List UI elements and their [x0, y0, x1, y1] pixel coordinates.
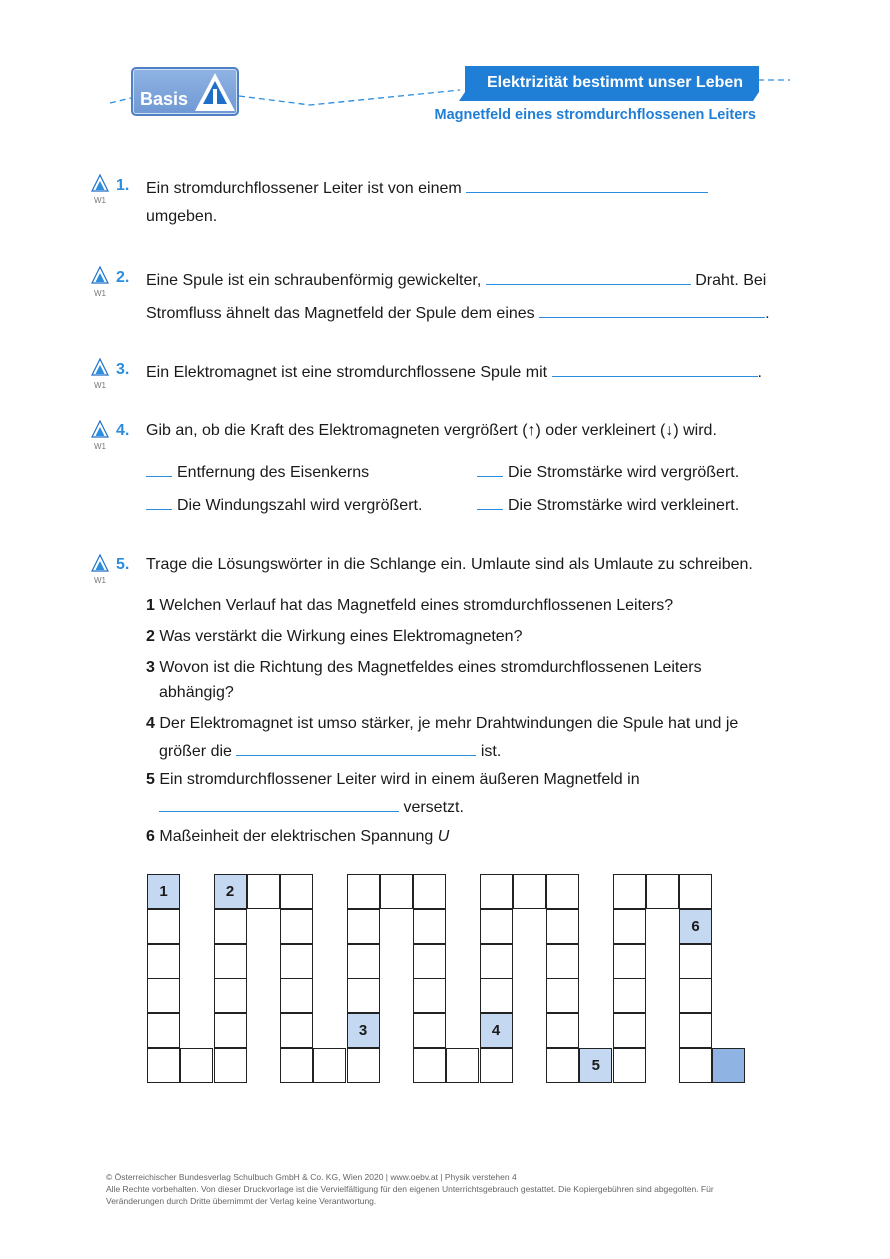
question-2-line-2 [146, 301, 770, 324]
question-5-text: Trage die Lösungswörter in die Schlange ein. Umlaute sind als Umlaute zu schreiben. [146, 556, 753, 573]
clue-number: 6 [146, 828, 155, 845]
clue-number: 1 [146, 597, 155, 614]
level-label: W1 [94, 289, 106, 298]
level-triangle-icon [91, 358, 109, 376]
option-row [146, 462, 369, 483]
grid-cell[interactable] [480, 944, 513, 979]
option-text: Die Stromstärke wird verkleinert. [508, 497, 740, 514]
grid-cell-numbered[interactable]: 5 [579, 1048, 612, 1083]
grid-cell[interactable] [347, 978, 380, 1013]
question-text: Draht. Bei [695, 272, 767, 289]
basis-badge [131, 67, 239, 116]
question-1-line-2: umgeben. [146, 208, 218, 225]
clue-number: 3 [146, 659, 155, 676]
clue-text: Der Elektromagnet ist umso stärker, je mehr Drahtwindungen die Spule hat und je [159, 715, 739, 732]
grid-cell[interactable] [613, 1048, 646, 1083]
clue-text: Was verstärkt die Wirkung eines Elektromagneten? [159, 628, 523, 645]
clue-3 [146, 658, 702, 678]
grid-cell[interactable] [546, 1013, 579, 1048]
grid-cell[interactable] [280, 909, 313, 944]
answer-blank[interactable] [146, 462, 172, 477]
option-text: Die Stromstärke wird vergrößert. [508, 464, 740, 481]
question-3-line-1 [146, 360, 762, 383]
grid-cell[interactable] [546, 944, 579, 979]
option-text: Die Windungszahl wird vergrößert. [177, 497, 423, 514]
clue-5 [146, 770, 640, 790]
level-triangle-icon [91, 554, 109, 572]
grid-cell[interactable] [679, 978, 712, 1013]
grid-cell[interactable] [413, 944, 446, 979]
grid-cell[interactable] [347, 874, 380, 909]
grid-cell[interactable] [347, 1048, 380, 1083]
grid-cell[interactable] [214, 909, 247, 944]
question-number: 3. [116, 361, 130, 378]
level-triangle-icon [91, 174, 109, 192]
question-number: 2. [116, 269, 130, 286]
answer-blank[interactable] [486, 268, 691, 285]
grid-cell[interactable] [347, 944, 380, 979]
footer-disclaimer: Veränderungen durch Dritte übernimmt der Verlag keine Verantwortung. [106, 1196, 377, 1206]
grid-cell[interactable] [147, 944, 180, 979]
level-label: W1 [94, 576, 106, 585]
grid-cell-numbered[interactable]: 2 [214, 874, 247, 909]
grid-cell[interactable] [679, 1013, 712, 1048]
grid-cell[interactable] [613, 874, 646, 909]
answer-blank[interactable] [466, 176, 708, 193]
question-text: Ein stromdurchflossener Leiter ist von einem [146, 180, 462, 197]
grid-cell-end [712, 1048, 745, 1083]
grid-cell-numbered[interactable]: 4 [480, 1013, 513, 1048]
question-text: . [765, 305, 770, 322]
question-4-text: Gib an, ob die Kraft des Elektromagneten vergrößert (↑) oder verkleinert (↓) wird. [146, 422, 717, 439]
clue-2 [146, 627, 522, 647]
grid-cell-numbered[interactable]: 3 [347, 1013, 380, 1048]
grid-cell-numbered[interactable]: 1 [147, 874, 180, 909]
question-number: 1. [116, 177, 130, 194]
grid-cell[interactable] [413, 909, 446, 944]
grid-cell[interactable] [214, 944, 247, 979]
grid-cell[interactable] [480, 978, 513, 1013]
clue-text: größer die [159, 743, 232, 760]
grid-cell[interactable] [679, 874, 712, 909]
level-label: W1 [94, 381, 106, 390]
grid-cell[interactable] [280, 1048, 313, 1083]
grid-cell[interactable] [413, 978, 446, 1013]
clue-4-continued [159, 739, 501, 762]
basis-label: Basis [140, 89, 189, 109]
grid-cell[interactable] [613, 1013, 646, 1048]
footer-rights: Alle Rechte vorbehalten. Von dieser Druckvorlage ist die Vervielfältigung für den eigenen Unterrichtsgebrauch gestattet. Die Kopiergebühren sind abgegolten. Für [106, 1184, 714, 1194]
question-1-line-1 [146, 176, 708, 199]
clue-text: Maßeinheit der elektrischen Spannung [159, 828, 434, 845]
answer-blank[interactable] [146, 495, 172, 510]
option-row [477, 462, 739, 483]
level-label: W1 [94, 442, 106, 451]
grid-cell[interactable] [679, 944, 712, 979]
grid-cell[interactable] [380, 874, 413, 909]
question-number: 5. [116, 556, 130, 573]
grid-cell[interactable] [546, 874, 579, 909]
answer-blank[interactable] [236, 739, 476, 756]
clue-number: 4 [146, 715, 155, 732]
question-2-line-1 [146, 268, 766, 291]
pyramid-logo-icon [193, 71, 237, 113]
answer-blank[interactable] [539, 301, 765, 318]
grid-cell[interactable] [446, 1048, 479, 1083]
grid-cell[interactable] [147, 909, 180, 944]
option-text: Entfernung des Eisenkerns [177, 464, 370, 481]
question-text: . [757, 364, 762, 381]
grid-cell-numbered[interactable]: 6 [679, 909, 712, 944]
clue-1 [146, 596, 673, 616]
option-row [477, 495, 739, 516]
clue-4 [146, 714, 738, 734]
answer-blank[interactable] [159, 795, 399, 812]
grid-cell[interactable] [546, 1048, 579, 1083]
clue-text: Welchen Verlauf hat das Magnetfeld eines stromdurchflossenen Leiters? [159, 597, 674, 614]
option-row [146, 495, 422, 516]
clue-text: ist. [480, 743, 502, 760]
page-title: Elektrizität bestimmt unser Leben [486, 74, 744, 91]
grid-cell[interactable] [147, 1013, 180, 1048]
grid-cell[interactable] [613, 909, 646, 944]
grid-cell[interactable] [646, 874, 679, 909]
clue-text: Wovon ist die Richtung des Magnetfeldes eines stromdurchflossenen Leiters [159, 659, 702, 676]
clue-6 [146, 827, 449, 847]
clue-text: versetzt. [403, 799, 464, 816]
grid-cell[interactable] [613, 944, 646, 979]
grid-cell[interactable] [280, 944, 313, 979]
level-triangle-icon [91, 266, 109, 284]
clue-symbol: U [437, 828, 450, 845]
grid-cell[interactable] [280, 1013, 313, 1048]
answer-blank[interactable] [477, 462, 503, 477]
clue-number: 5 [146, 771, 155, 788]
grid-cell[interactable] [480, 909, 513, 944]
grid-cell[interactable] [480, 1048, 513, 1083]
footer-copyright: © Österreichischer Bundesverlag Schulbuch GmbH & Co. KG, Wien 2020 | www.oebv.at | Physik verstehen 4 [106, 1172, 517, 1182]
clue-number: 2 [146, 628, 155, 645]
page-subtitle: Magnetfeld eines stromdurchflossenen Leiters [434, 107, 756, 123]
grid-cell[interactable] [280, 978, 313, 1013]
grid-cell[interactable] [546, 978, 579, 1013]
grid-cell[interactable] [313, 1048, 346, 1083]
grid-cell[interactable] [613, 978, 646, 1013]
question-text: Stromfluss ähnelt das Magnetfeld der Spule dem eines [146, 305, 535, 322]
grid-cell[interactable] [147, 978, 180, 1013]
grid-cell[interactable] [679, 1048, 712, 1083]
grid-cell[interactable] [413, 1048, 446, 1083]
grid-cell[interactable] [214, 1048, 247, 1083]
level-triangle-icon [91, 420, 109, 438]
question-text: Eine Spule ist ein schraubenförmig gewickelter, [146, 272, 482, 289]
grid-cell[interactable] [147, 1048, 180, 1083]
grid-cell[interactable] [546, 909, 579, 944]
clue-3-continued: abhängig? [159, 684, 234, 701]
grid-cell[interactable] [180, 1048, 213, 1083]
question-text: Ein Elektromagnet ist eine stromdurchflossene Spule mit [146, 364, 548, 381]
answer-blank[interactable] [477, 495, 503, 510]
clue-text: Ein stromdurchflossener Leiter wird in einem äußeren Magnetfeld in [159, 771, 640, 788]
question-number: 4. [116, 422, 130, 439]
grid-cell[interactable] [347, 909, 380, 944]
grid-cell[interactable] [214, 1013, 247, 1048]
grid-cell[interactable] [280, 874, 313, 909]
grid-cell[interactable] [480, 874, 513, 909]
grid-cell[interactable] [413, 874, 446, 909]
grid-cell[interactable] [247, 874, 280, 909]
grid-cell[interactable] [513, 874, 546, 909]
level-label: W1 [94, 196, 106, 205]
answer-blank[interactable] [552, 360, 758, 377]
grid-cell[interactable] [413, 1013, 446, 1048]
clue-5-continued [159, 795, 464, 818]
grid-cell[interactable] [214, 978, 247, 1013]
